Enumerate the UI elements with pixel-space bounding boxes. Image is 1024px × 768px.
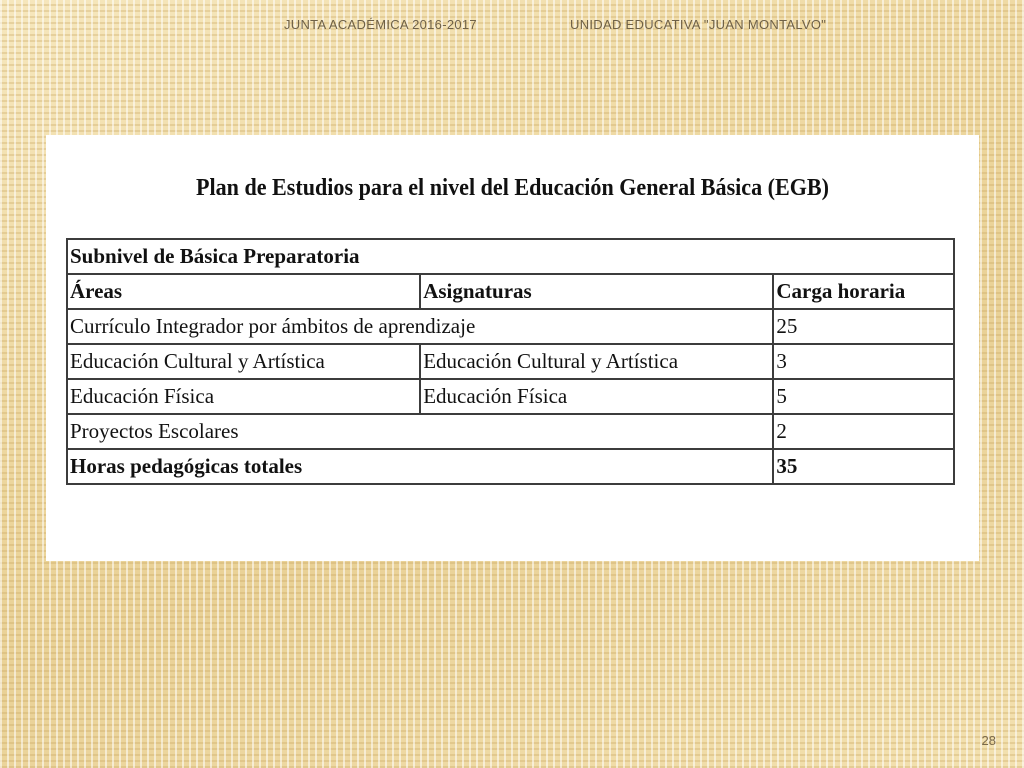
header-left-text: JUNTA ACADÉMICA 2016-2017 (284, 17, 477, 32)
row-hours: 3 (773, 344, 954, 379)
total-hours: 35 (773, 449, 954, 484)
row-area: Educación Física (67, 379, 420, 414)
row-hours: 25 (773, 309, 954, 344)
table-row (67, 309, 954, 344)
row-area: Proyectos Escolares (67, 414, 773, 449)
table-row (67, 414, 954, 449)
section-title: Subnivel de Básica Preparatoria (67, 239, 954, 274)
total-label: Horas pedagógicas totales (67, 449, 773, 484)
header-subjects: Asignaturas (420, 274, 773, 309)
document-image-panel (46, 135, 979, 561)
slide-number: 28 (981, 733, 996, 748)
table-total-row (67, 449, 954, 484)
row-subject: Educación Física (420, 379, 773, 414)
table-header-row (67, 274, 954, 309)
header-right-text: UNIDAD EDUCATIVA "JUAN MONTALVO" (570, 17, 827, 32)
row-hours: 2 (773, 414, 954, 449)
header-hours: Carga horaria (773, 274, 954, 309)
row-hours: 5 (773, 379, 954, 414)
study-plan-table (66, 238, 955, 485)
row-subject: Educación Cultural y Artística (420, 344, 773, 379)
document-title: Plan de Estudios para el nivel del Educación General Básica (EGB) (195, 175, 829, 201)
row-area: Currículo Integrador por ámbitos de aprendizaje (67, 309, 773, 344)
table-row (67, 344, 954, 379)
row-area: Educación Cultural y Artística (67, 344, 420, 379)
table-row (67, 379, 954, 414)
table-section-row (67, 239, 954, 274)
header-areas: Áreas (67, 274, 420, 309)
